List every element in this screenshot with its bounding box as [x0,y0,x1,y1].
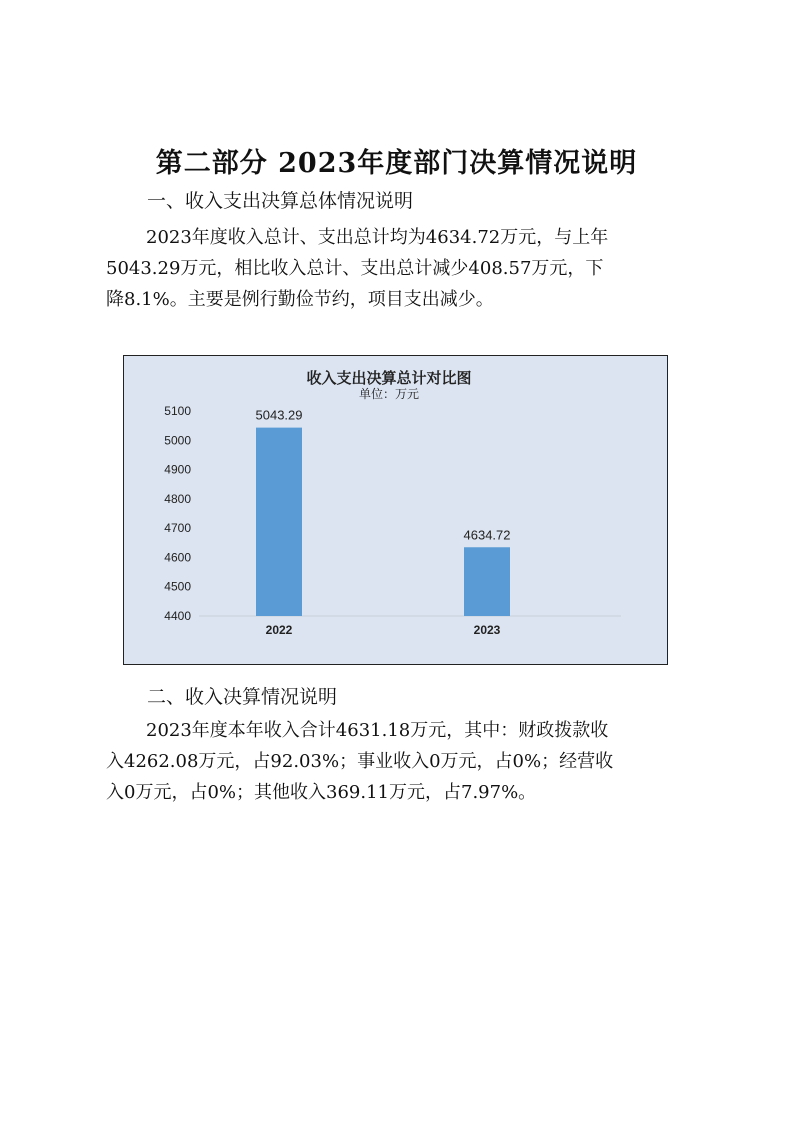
section-heading-2: 二、收入决算情况说明 [147,686,338,708]
paragraph-line: 入4262.08万元，占92.03%；事业收入0万元，占0%；经营收 [106,751,614,772]
bar-2022 [256,428,302,616]
section-heading-1: 一、收入支出决算总体情况说明 [147,190,414,212]
chart-subtitle: 单位：万元 [358,387,420,401]
y-tick-label: 5000 [164,433,191,448]
paragraph-line: 2023年度收入总计、支出总计均为4634.72万元，与上年 [146,227,609,248]
chart-title: 收入支出决算总计对比图 [306,369,472,387]
paragraph-line: 2023年度本年收入合计4631.18万元，其中：财政拨款收 [146,720,609,741]
y-tick-label: 4400 [164,609,191,623]
page-title: 第二部分 2023年度部门决算情况说明 [155,148,638,179]
data-label-2022: 5043.29 [255,407,303,423]
paragraph-line: 入0万元，占0%；其他收入369.11万元，占7.97%。 [106,782,537,803]
section2-paragraph [106,715,688,808]
paragraph-line: 降8.1%。主要是例行勤俭节约，项目支出减少。 [106,289,494,310]
y-tick-label: 4900 [164,462,191,477]
y-tick-label: 4600 [164,550,191,565]
y-tick-label: 4700 [164,521,191,536]
y-tick-label: 4800 [164,491,191,506]
x-category-label: 2023 [473,623,501,637]
y-tick-label: 5100 [164,404,191,418]
data-label-2023: 4634.72 [463,527,511,543]
income-expense-chart [123,355,668,665]
section1-paragraph [106,222,688,315]
paragraph-line: 5043.29万元，相比收入总计、支出总计减少408.57万元，下 [106,258,604,279]
chart-svg [124,356,669,666]
bar-2023 [464,547,510,616]
x-category-label: 2022 [265,623,293,637]
y-tick-label: 4500 [164,579,191,594]
